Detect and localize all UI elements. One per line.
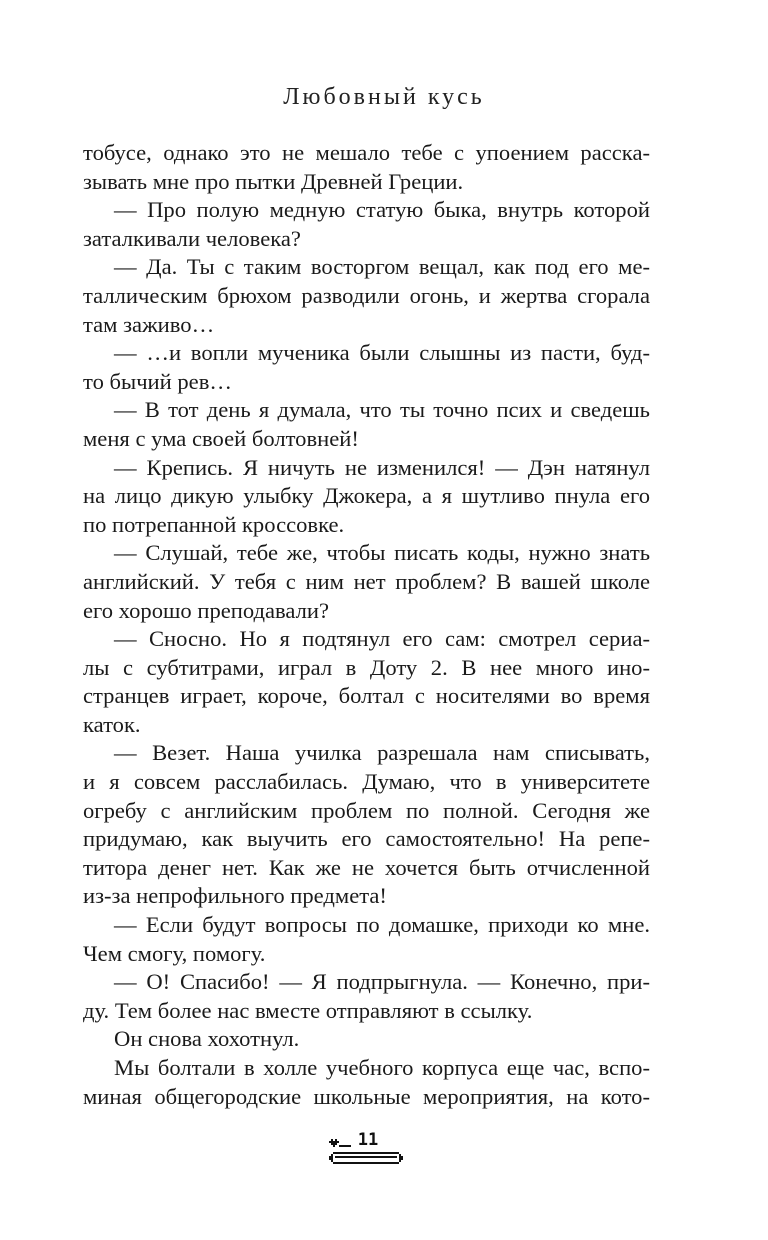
page-number: 11 (357, 1130, 379, 1150)
text-line: — Везет. Наша училка разрешала нам списывать, (114, 740, 650, 766)
text-line: каток. (83, 711, 141, 737)
text-line: — О! Спасибо! — Я подпрыгнула. — Конечно, при- (114, 969, 650, 995)
text-line: — Да. Ты с таким восторгом вещал, как под его ме- (114, 254, 650, 280)
text-line: — Крепись. Я ничуть не изменился! — Дэн натянул (114, 454, 650, 480)
text-line: Мы болтали в холле учебного корпуса еще час, вспо- (114, 1055, 650, 1080)
text-line: его хорошо преподавали? (83, 597, 330, 623)
text-line: — Про полую медную статую быка, внутрь которой (114, 197, 650, 223)
text-line: — Сносно. Но я подтянул его сам: смотрел сериа- (114, 626, 650, 652)
text-line: на лицо дикую улыбку Джокера, а я шутливо пнула его (83, 483, 650, 509)
text-line: титора денег нет. Как же не хочется быть отчисленной (83, 854, 650, 880)
text-line: то бычий рев… (83, 368, 232, 394)
text-line: заталкивали человека? (83, 225, 301, 251)
text-line: английский. У тебя с ним нет проблем? В вашей школе (83, 568, 650, 594)
text-line: и я совсем расслабилась. Думаю, что в университете (83, 769, 650, 795)
text-line: миная общегородские школьные мероприятия, на кото- (83, 1083, 650, 1109)
text-line: огребу с английским проблем по полной. Сегодня же (83, 797, 650, 823)
text-line: придумаю, как выучить его самостоятельно! На репе- (83, 826, 650, 852)
text-line: тобусе, однако это не мешало тебе с упоением расска- (83, 140, 650, 165)
page-folio (329, 1130, 405, 1168)
text-line: странцев играет, короче, болтал с носителями во время (83, 683, 650, 709)
text-line: там заживо… (83, 311, 215, 337)
text-line: меня с ума своей болтовней! (83, 425, 359, 451)
text-line: — Если будут вопросы по домашке, приходи ко мне. (114, 912, 650, 938)
text-line: лы с субтитрами, играл в Доту 2. В нее много ино- (83, 654, 650, 680)
text-line: — …и вопли мученика были слышны из пасти, буд- (114, 340, 650, 366)
body-text (83, 139, 650, 1111)
text-line: из-за непрофильного предмета! (83, 883, 387, 909)
text-line: таллическим брюхом разводили огонь, и жертва сгорала (83, 282, 650, 308)
text-line: Чем смогу, помогу. (83, 940, 266, 966)
text-line: — Слушай, тебе же, чтобы писать коды, нужно знать (114, 540, 650, 566)
text-line: по потрепанной кроссовке. (83, 511, 345, 537)
running-title: Любовный кусь (283, 84, 485, 110)
text-line: зывать мне про пытки Древней Греции. (83, 168, 464, 194)
text-line: Он снова хохотнул. (114, 1026, 300, 1052)
text-line: ду. Тем более нас вместе отправляют в ссылку. (83, 997, 533, 1023)
text-line: — В тот день я думала, что ты точно псих и сведешь (114, 397, 650, 423)
